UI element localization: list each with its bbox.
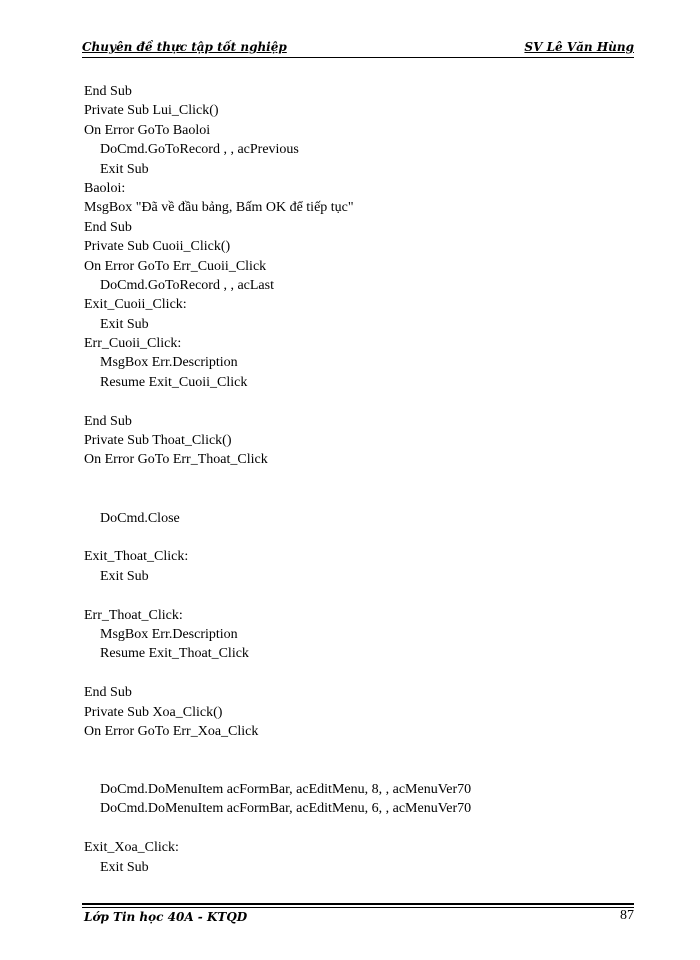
code-line: End Sub	[84, 685, 132, 701]
code-line: On Error GoTo Baoloi	[84, 122, 211, 138]
header-author: SV Lê Văn Hùng	[524, 40, 634, 54]
code-line	[84, 819, 644, 838]
page-number: 87	[620, 908, 634, 923]
code-line: End Sub	[84, 413, 132, 429]
code-line: End Sub	[84, 84, 132, 99]
header-title: Chuyên đề thực tập tốt nghiệp	[82, 40, 287, 54]
footer-class-label: Lớp Tin học 40A - KTQD	[84, 910, 248, 924]
code-line: Private Sub Cuoii_Click()	[84, 239, 231, 255]
footer-rule-thick	[82, 903, 634, 905]
code-line: Private Sub Thoat_Click()	[84, 433, 232, 449]
code-line: Resume Exit_Thoat_Click	[100, 646, 249, 662]
code-line: On Error GoTo Err_Xoa_Click	[84, 723, 259, 739]
code-line: Exit Sub	[100, 859, 149, 875]
code-line: Private Sub Lui_Click()	[84, 103, 219, 119]
code-line	[84, 528, 644, 547]
code-listing	[84, 82, 644, 877]
code-line	[84, 761, 644, 780]
code-line: Exit_Cuoii_Click:	[84, 297, 187, 313]
code-line: On Error GoTo Err_Thoat_Click	[84, 452, 268, 468]
code-line: Exit_Xoa_Click:	[84, 840, 179, 856]
code-line: DoCmd.DoMenuItem acFormBar, acEditMenu, 8, , acMenuVer70	[100, 782, 472, 798]
code-line: Err_Thoat_Click:	[84, 607, 183, 623]
code-line	[84, 489, 644, 508]
code-line: Err_Cuoii_Click:	[84, 336, 182, 352]
code-line	[84, 664, 644, 683]
code-line: MsgBox Err.Description	[100, 626, 238, 642]
code-line	[84, 586, 644, 605]
header-rule	[82, 57, 634, 58]
code-line: Exit Sub	[100, 568, 149, 584]
code-line: Exit Sub	[100, 161, 149, 177]
code-line: Resume Exit_Cuoii_Click	[100, 374, 248, 390]
code-line: Exit_Thoat_Click:	[84, 549, 189, 565]
footer-rule-thin	[82, 907, 634, 908]
code-line: MsgBox "Đã về đầu bảng, Bấm OK để tiếp tục"	[84, 200, 354, 216]
code-line: DoCmd.Close	[100, 510, 180, 526]
code-line: Baoloi:	[84, 180, 126, 196]
code-line: DoCmd.GoToRecord , , acPrevious	[100, 142, 299, 158]
code-line	[84, 741, 644, 760]
code-line: Exit Sub	[100, 316, 149, 332]
code-line: Private Sub Xoa_Click()	[84, 704, 223, 720]
code-line: On Error GoTo Err_Cuoii_Click	[84, 258, 267, 274]
code-line	[84, 392, 644, 411]
code-line: End Sub	[84, 219, 132, 235]
code-line	[84, 470, 644, 489]
code-line: DoCmd.GoToRecord , , acLast	[100, 277, 274, 293]
code-line: MsgBox Err.Description	[100, 355, 238, 371]
code-line: DoCmd.DoMenuItem acFormBar, acEditMenu, 6, , acMenuVer70	[100, 801, 472, 817]
